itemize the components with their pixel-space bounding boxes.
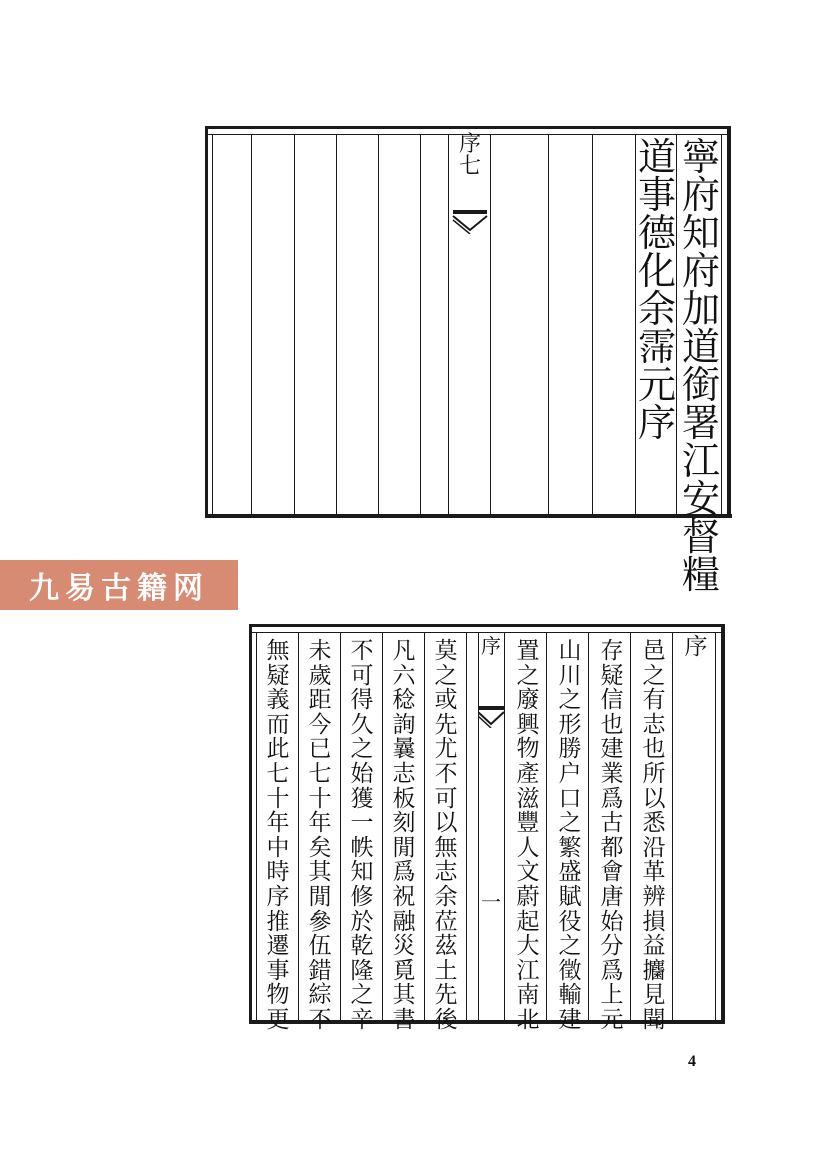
bottom-leaf-top-inner-border: [250, 632, 722, 633]
text-column: 置 之 廢 興 物 產 滋 豐 人 文 蔚 起 大 江 南 北: [516, 638, 540, 1033]
bottom-leaf-left-inner-border: [256, 632, 257, 1020]
text-column: 邑 之 有 志 也 所 以 悉 沿 革 辨 損 益 攟 見 聞: [642, 638, 666, 1033]
top-leaf-center-rule: [448, 134, 449, 514]
bottom-leaf-right-inner-border: [715, 632, 716, 1020]
top-leaf-title-line-2: 道 事 德 化 余 霈 元 序: [637, 135, 676, 445]
bottom-leaf-top-border: [250, 624, 722, 627]
bottom-leaf-column-rule: [340, 632, 341, 1020]
text-column: 莫 之 或 先 尤 不 可 以 無 志 余 莅 茲 土 先 後: [434, 638, 458, 1033]
bottom-leaf-column-rule: [466, 632, 467, 1020]
site-watermark: [0, 560, 238, 610]
bottom-leaf-column-rule: [298, 632, 299, 1020]
top-leaf-column-rule: [294, 134, 295, 514]
bottom-leaf-right-border: [721, 624, 725, 1024]
fish-tail-mark-icon: [478, 706, 504, 728]
top-leaf-top-border: [206, 126, 730, 129]
top-leaf-column-rule: [251, 134, 252, 514]
bottom-leaf-column-rule: [382, 632, 383, 1020]
text-column: 存 疑 信 也 建 業 爲 古 都 會 唐 始 分 爲 上 元: [600, 638, 624, 1033]
text-column: 無 疑 義 而 此 七 十 年 中 時 序 推 遷 事 物 更: [266, 638, 290, 1033]
bottom-leaf-center-rule: [478, 632, 479, 1020]
text-column: 凡 六 稔 詢 曩 志 板 刻 閒 爲 祝 融 災 覓 其 書: [392, 638, 416, 1033]
text-column: 不 可 得 久 之 始 獲 一 帙 知 修 於 乾 隆 之 辛: [350, 638, 374, 1033]
bottom-leaf-left-border: [249, 624, 252, 1024]
text-column: 山 川 之 形 勝 户 口 之 繁 盛 賦 役 之 徵 輸 建: [558, 638, 582, 1033]
top-leaf-column-rule: [336, 134, 337, 514]
page-number: 4: [688, 1053, 696, 1070]
top-leaf-title-line-1: 寧 府 知 府 加 道 銜 署 江 安 督 糧: [681, 135, 720, 597]
bottom-leaf-center-rule: [504, 632, 505, 1020]
bottom-leaf-margin-label: 序: [481, 634, 501, 658]
watermark-text: 九易古籍网: [29, 571, 209, 606]
top-leaf-column-rule: [378, 134, 379, 514]
top-leaf-margin-label: 序 七: [458, 132, 481, 179]
top-leaf-column-rule: [548, 134, 549, 514]
top-leaf-right-border: [727, 126, 731, 518]
preface-heading: 序: [684, 634, 708, 660]
top-leaf-bottom-border: [206, 514, 732, 518]
fish-tail-mark-icon: [452, 210, 488, 234]
top-leaf-center-rule: [490, 134, 491, 514]
bottom-leaf-column-rule: [424, 632, 425, 1020]
top-leaf-column-rule: [635, 134, 636, 514]
top-leaf-column-rule: [592, 134, 593, 514]
folio-number: 一: [481, 890, 501, 914]
top-leaf-left-inner-border: [212, 134, 213, 514]
top-leaf-left-border: [205, 126, 208, 518]
top-leaf-column-rule: [420, 134, 421, 514]
text-column: 未 歲 距 今 已 七 十 年 矣 其 閒 參 伍 錯 綜 不: [308, 638, 332, 1033]
